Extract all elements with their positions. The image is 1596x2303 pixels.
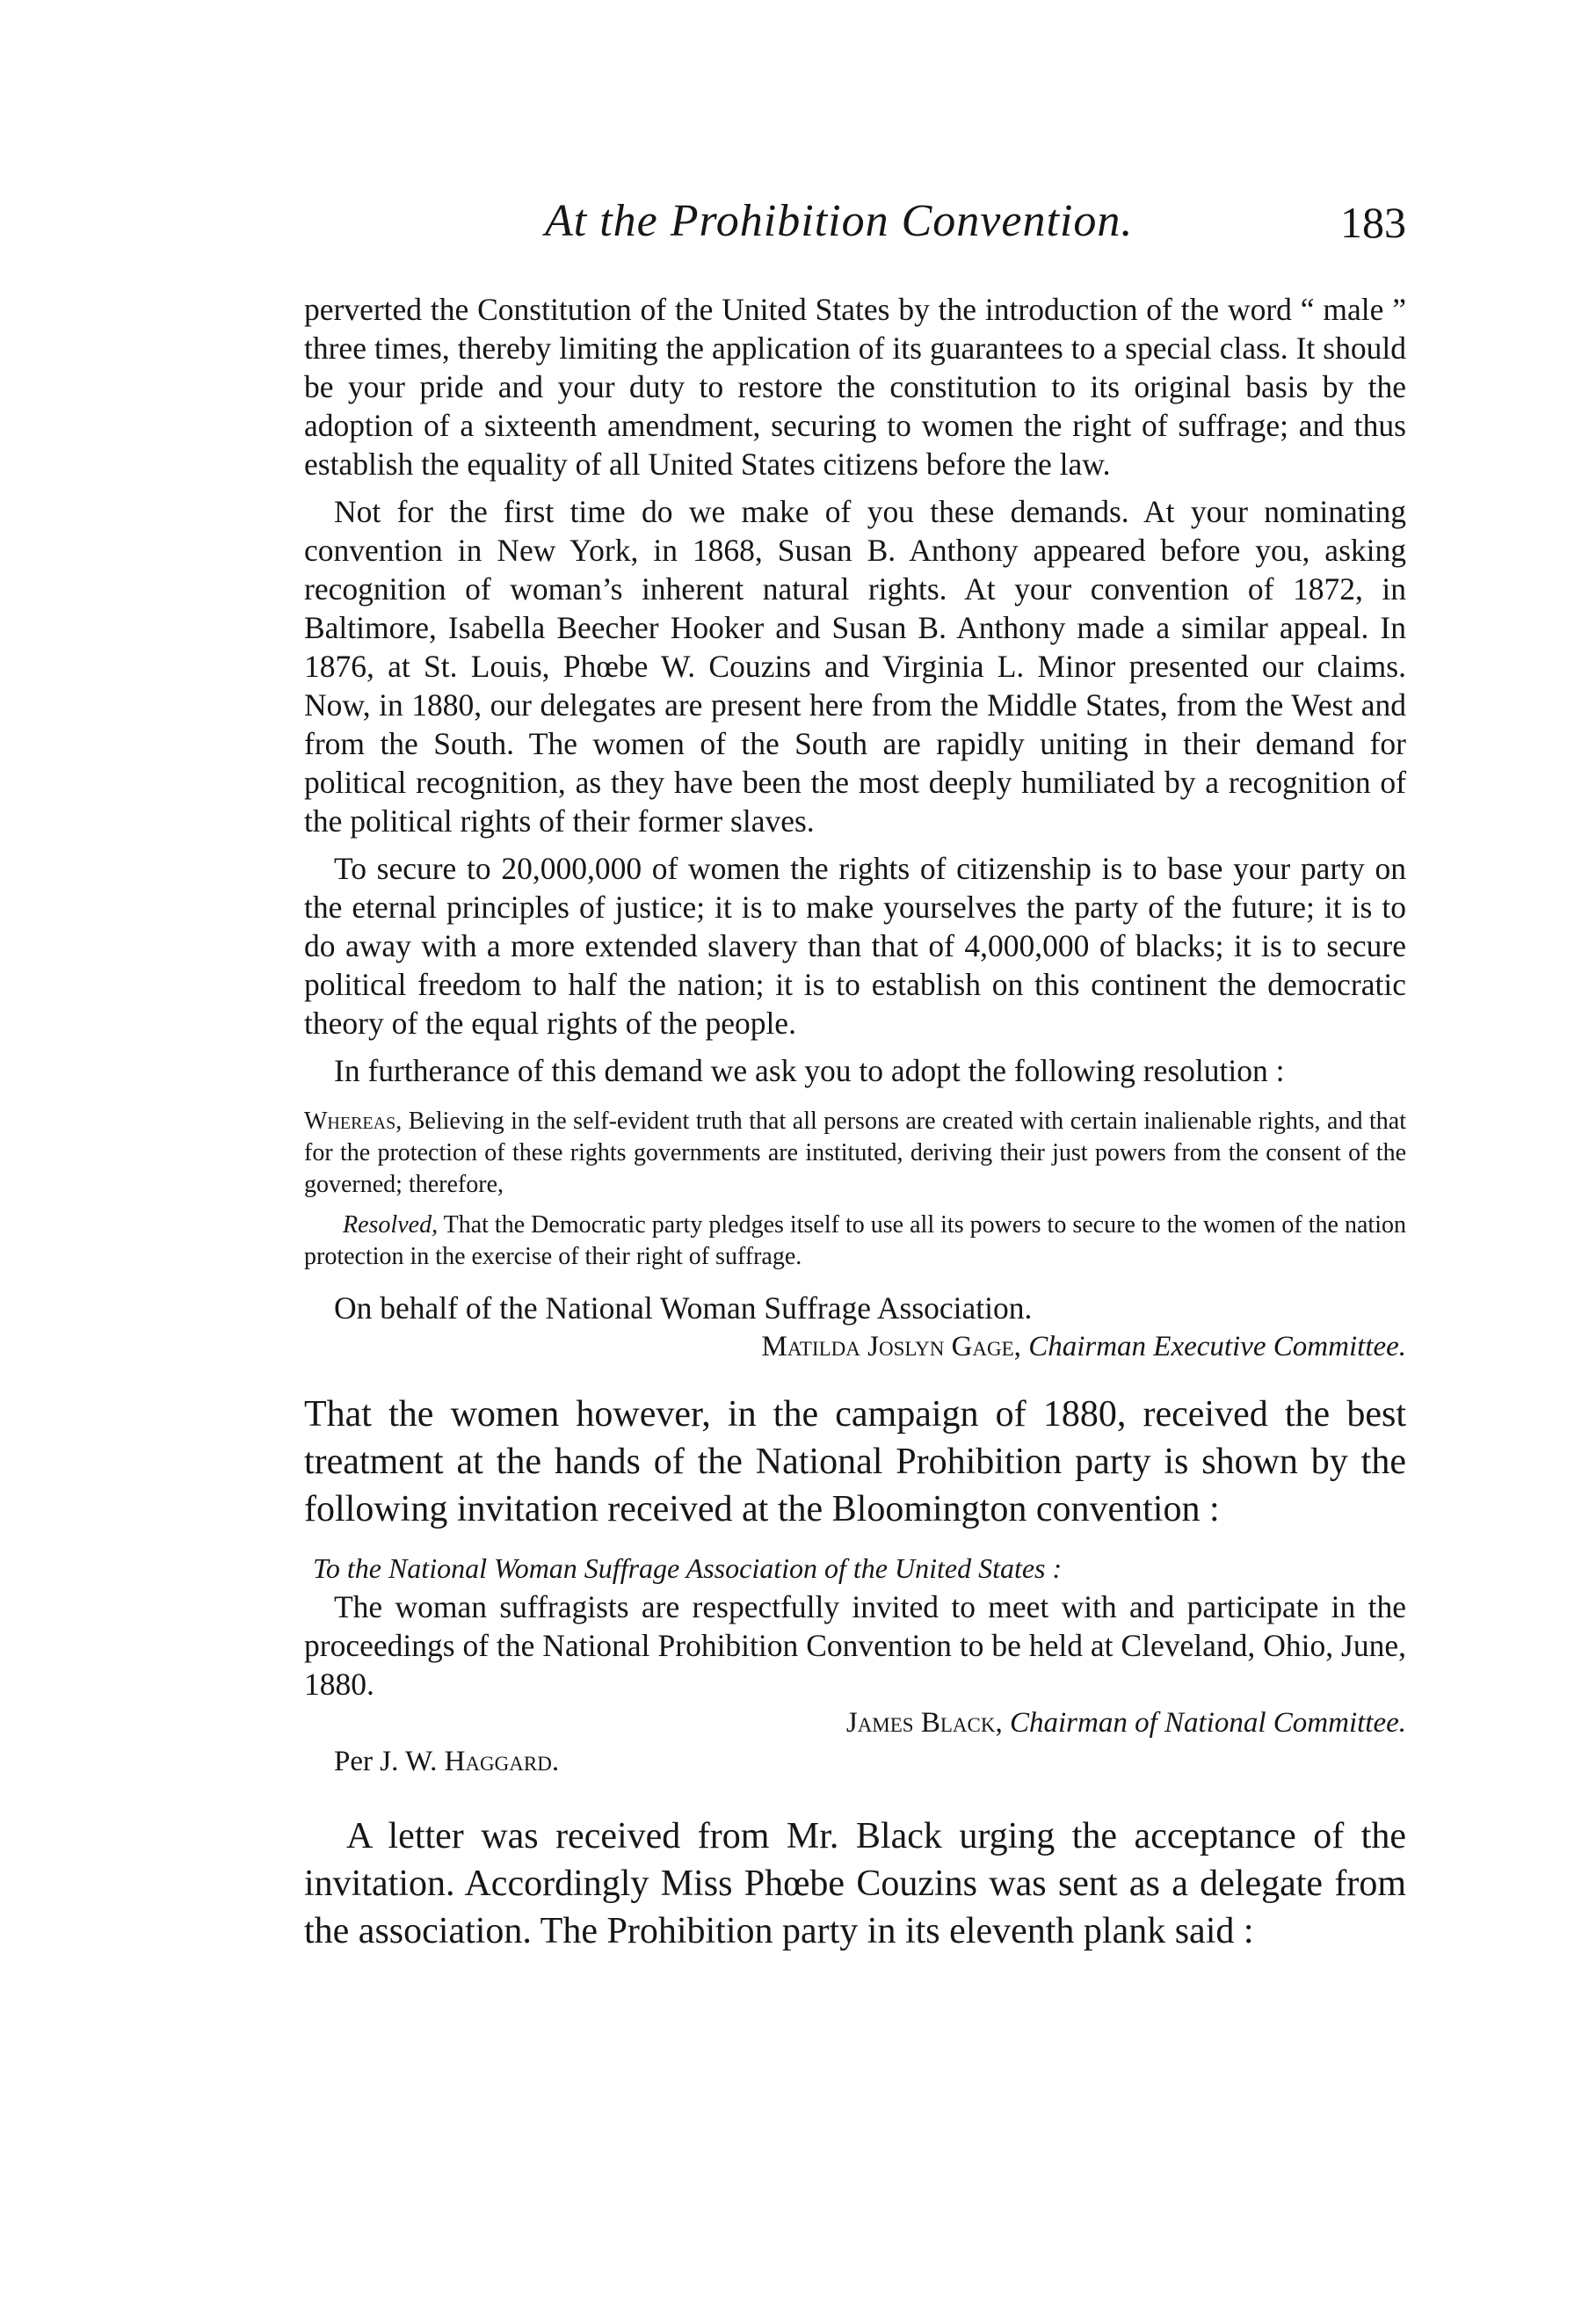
per-prefix: Per J. W.: [334, 1746, 445, 1777]
resolution-resolved: [304, 1210, 1406, 1273]
paragraph-citizenship: To secure to 20,000,000 of women the rights of citizenship is to base your party on the eternal principles of justice; it is to make yourselves the party of the future; it is to do away with a more extended slavery than that of 4,000,000 of blacks; it is to secure political freedom to half the nation; it is to establish on this continent the democratic theory of the equal rights of the people.: [304, 851, 1406, 1041]
paragraph-constitution: perverted the Constitution of the United States by the introduction of the word “ male ” three times, thereby limiting the application of its guarantees to a special class. It should be your pride and your duty to restore the constitution to its original basis by the adoption of a sixteenth amendment, securing to women the right of suffrage; and thus establish the equality of all United States citizens before the law.: [304, 292, 1406, 482]
signature-gage-name: Matilda Joslyn Gage,: [761, 1331, 1021, 1362]
signature-per: [304, 1742, 1406, 1781]
paragraph-demands: Not for the first time do we make of you these demands. At your nominating convention in New York, in 1868, Susan B. Anthony appeared before you, asking recognition of woman’s inherent natural rights. At your convention of 1872, in Baltimore, Isabella Beecher Hooker and Susan B. Anthony made a similar appeal. In 1876, at St. Louis, Phœbe W. Couzins and Virginia L. Minor presented our claims. Now, in 1880, our delegates are present here from the Middle States, from the West and from the South. The women of the South are rapidly uniting in their demand for political recognition, as they have been the most deeply humiliated by a recognition of the political rights of their former slaves.: [304, 494, 1406, 839]
invitation-address: To the National Woman Suffrage Association of the United States :: [313, 1552, 1063, 1584]
invitation-body: The woman suffragists are respectfully invited to meet with and participate in the proceedings of the National Prohibition Convention to be held at Cleveland, Ohio, June, 1880.: [304, 1589, 1406, 1702]
behalf-line: On behalf of the National Woman Suffrage Association.: [334, 1290, 1033, 1326]
signature-gage: [304, 1327, 1406, 1366]
page-header: [527, 195, 1406, 257]
signature-black: [304, 1704, 1406, 1742]
resolved-text: That the Democratic party pledges itself to use all its powers to secure to the women of the nation protection in the exercise of their right of suffrage.: [304, 1211, 1406, 1270]
per-name: Haggard.: [444, 1746, 560, 1777]
signature-gage-title: Chairman Executive Committee.: [1020, 1331, 1406, 1362]
whereas-word: Whereas,: [304, 1108, 403, 1135]
resolved-word: Resolved,: [343, 1211, 439, 1239]
signature-black-title: Chairman of National Committee.: [1002, 1707, 1406, 1739]
signature-black-name: James Black,: [845, 1707, 1003, 1739]
page-body: [304, 290, 1406, 1955]
paragraph-letter: A letter was received from Mr. Black urging the acceptance of the invitation. Accordingly Miss Phœbe Couzins was sent as a delegate from the association. The Prohibition party in its eleventh plank said :: [304, 1816, 1406, 1951]
running-title: At the Prohibition Convention.: [545, 196, 1134, 246]
paragraph-campaign: That the women however, in the campaign of 1880, received the best treatment at the hands of the National Prohibition party is shown by the following invitation received at the Bloomington convention :: [304, 1394, 1406, 1529]
page-number: 183: [1340, 198, 1406, 247]
whereas-text: Believing in the self-evident truth that all persons are created with certain inalienable rights, and that for the protection of these rights governments are instituted, deriving their just powers from the consent of the governed; therefore,: [304, 1108, 1406, 1198]
paragraph-furtherance: In furtherance of this demand we ask you to adopt the following resolution :: [334, 1053, 1285, 1088]
resolution-whereas: [304, 1106, 1406, 1201]
